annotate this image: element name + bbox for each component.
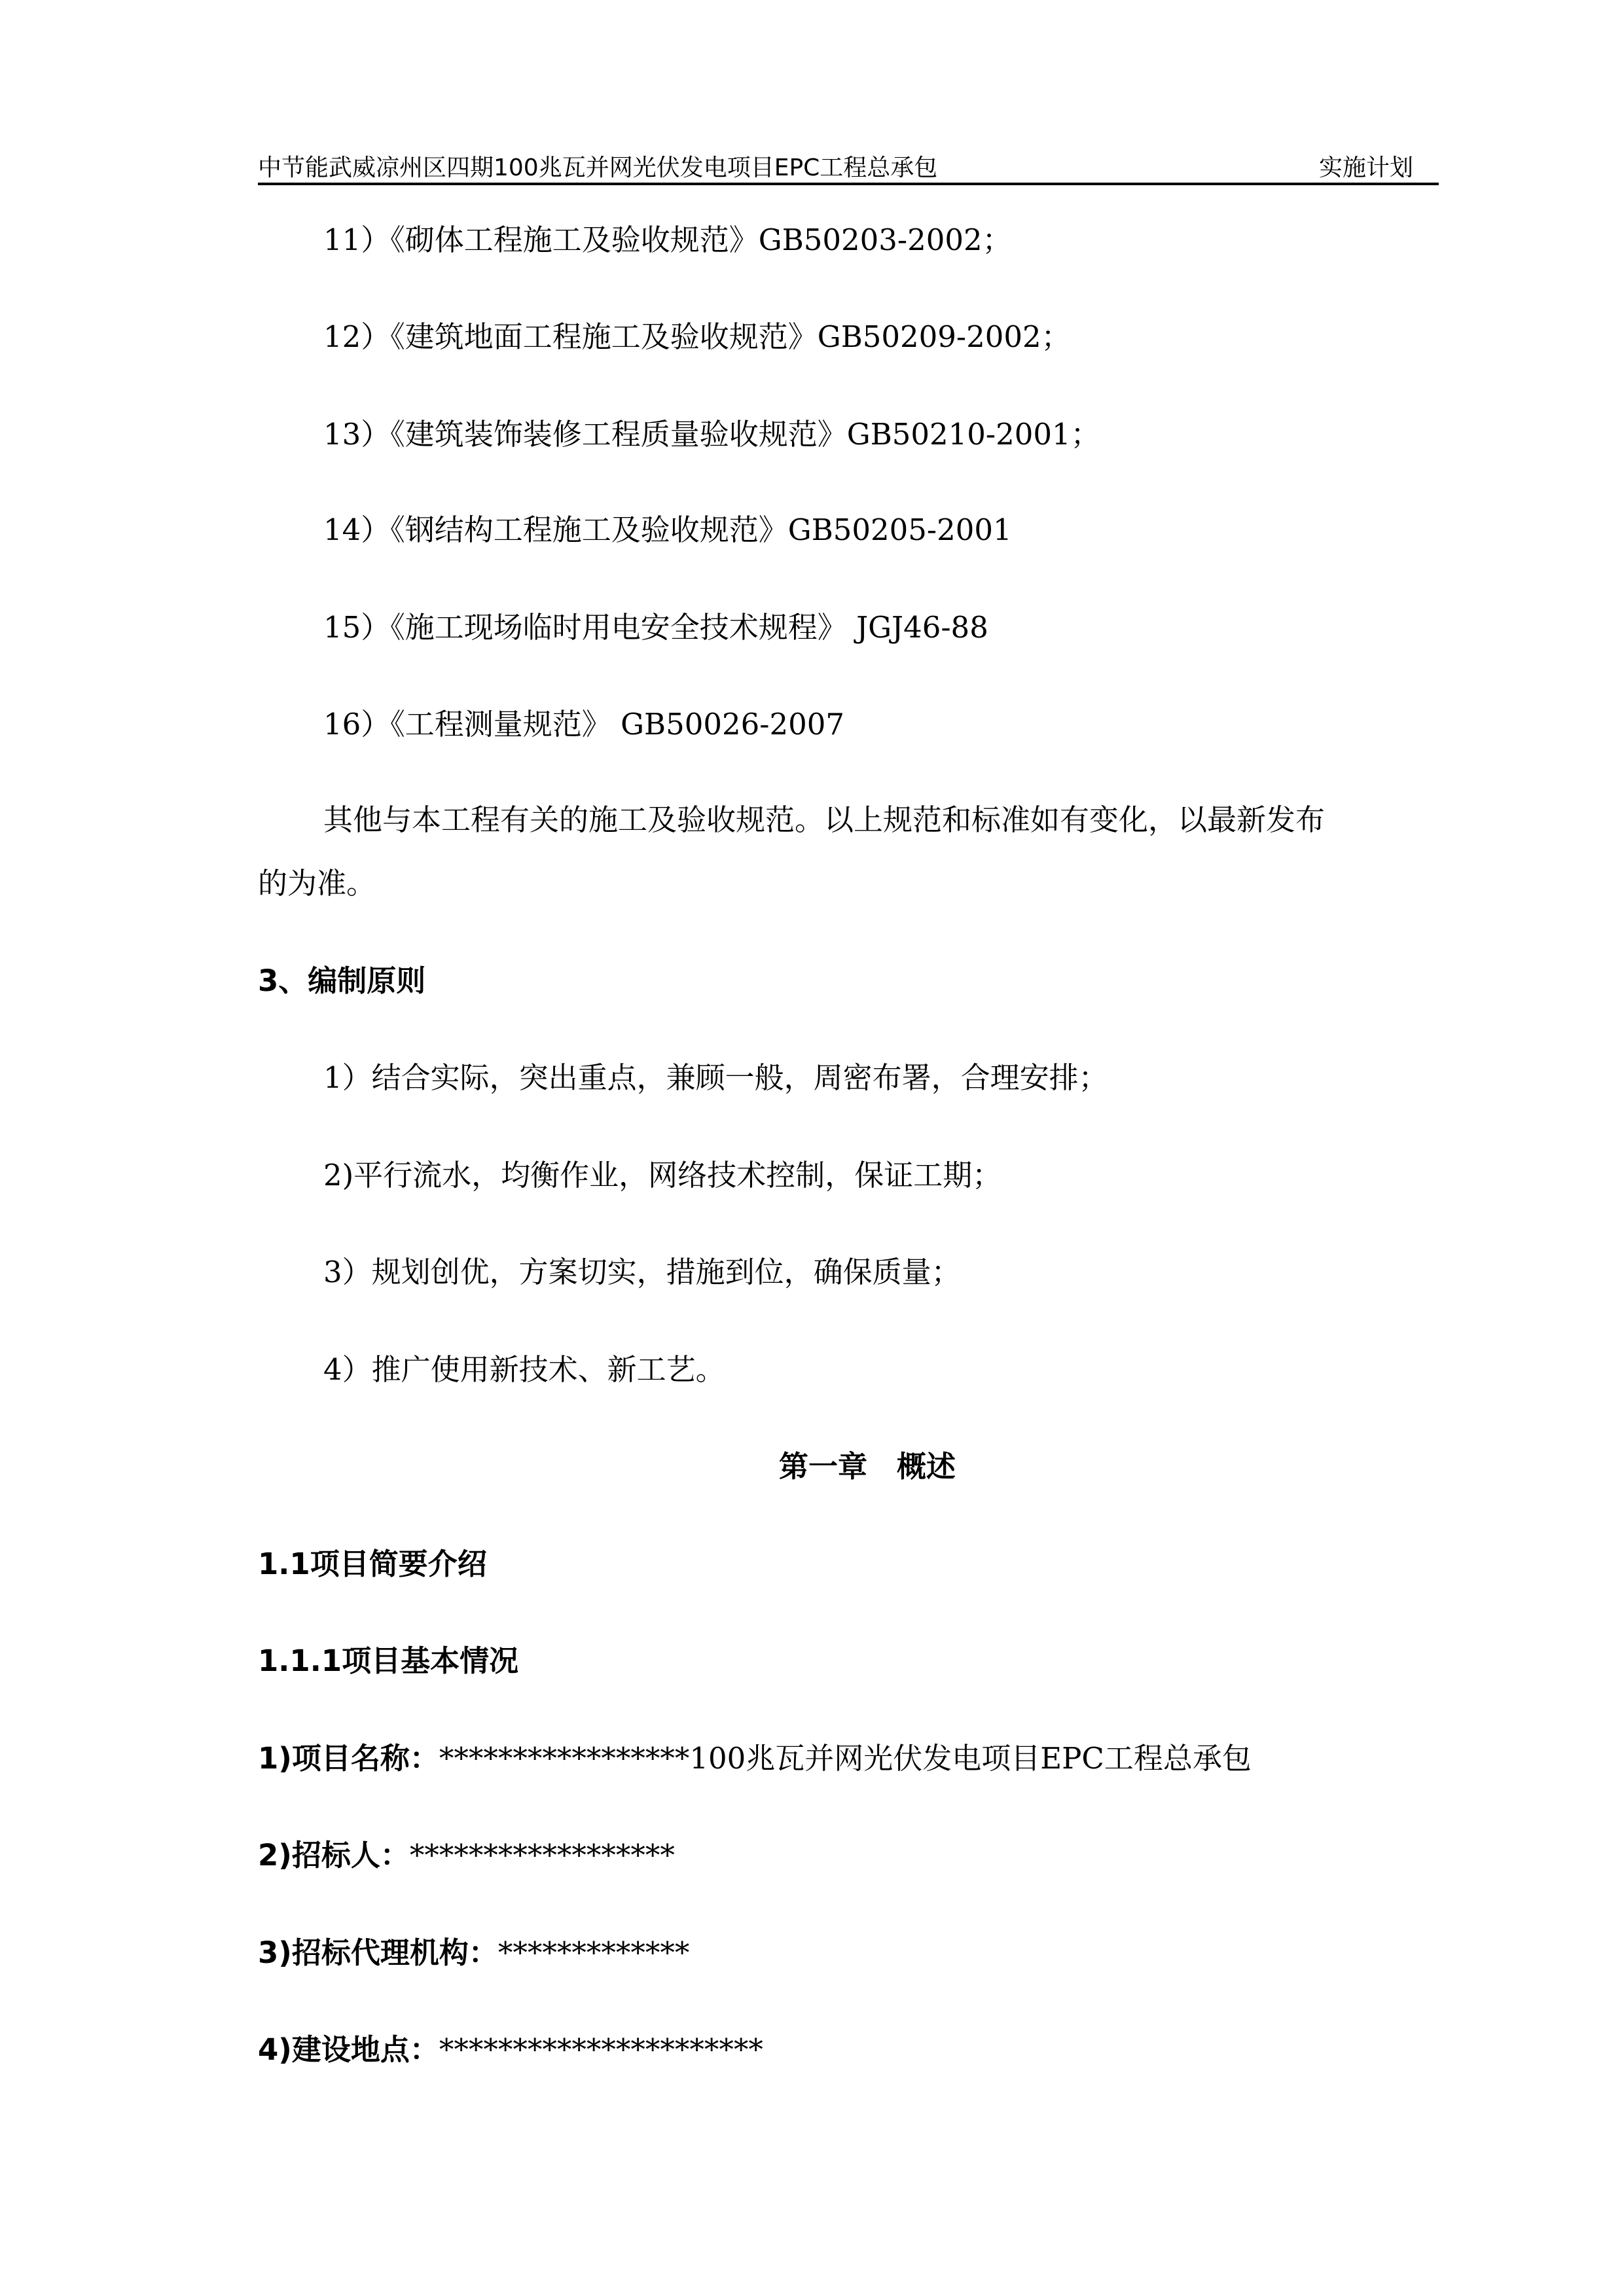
standard-item: 11）《砌体工程施工及验收规范》GB50203-2002； bbox=[323, 223, 1012, 257]
info-row bbox=[258, 1836, 675, 1875]
principle-item: 4）推广使用新技术、新工艺。 bbox=[323, 1352, 725, 1387]
header-section: 实施计划 bbox=[1319, 154, 1414, 181]
standard-item: 13）《建筑装饰装修工程质量验收规范》GB50210-2001； bbox=[323, 417, 1100, 452]
info-value: ************* bbox=[497, 1935, 690, 1970]
info-value: ********************** bbox=[439, 2032, 763, 2067]
heading-1-1-1: 1.1.1项目基本情况 bbox=[258, 1643, 519, 1678]
chapter-title: 第一章 概述 bbox=[779, 1449, 956, 1484]
principle-item: 3）规划创优，方案切实，措施到位，确保质量； bbox=[323, 1255, 961, 1289]
heading-1-1: 1.1项目简要介绍 bbox=[258, 1547, 487, 1581]
info-row bbox=[258, 2030, 763, 2070]
info-value: *****************100兆瓦并网光伏发电项目EPC工程总承包 bbox=[439, 1741, 1252, 1776]
info-label: 3)招标代理机构： bbox=[258, 1935, 498, 1970]
header-rule bbox=[258, 183, 1439, 185]
info-label: 1)项目名称： bbox=[258, 1741, 439, 1776]
info-row bbox=[258, 1739, 1252, 1778]
info-label: 4)建设地点： bbox=[258, 2032, 439, 2067]
principle-item: 1）结合实际，突出重点，兼顾一般，周密布署，合理安排； bbox=[323, 1060, 1108, 1095]
section-heading: 3、编制原则 bbox=[258, 963, 426, 998]
info-label: 2)招标人： bbox=[258, 1838, 410, 1873]
standard-item: 16）《工程测量规范》 GB50026-2007 bbox=[323, 707, 844, 742]
standard-item: 15）《施工现场临时用电安全技术规程》 JGJ46-88 bbox=[323, 610, 988, 645]
info-value: ****************** bbox=[409, 1838, 675, 1873]
paragraph-cont: 的为准。 bbox=[258, 866, 376, 901]
standard-item: 12）《建筑地面工程施工及验收规范》GB50209-2002； bbox=[323, 319, 1071, 354]
header-title: 中节能武威凉州区四期100兆瓦并网光伏发电项目EPC工程总承包 bbox=[258, 154, 938, 181]
standard-item: 14）《钢结构工程施工及验收规范》GB50205-2001 bbox=[323, 512, 1012, 547]
paragraph: 其他与本工程有关的施工及验收规范。以上规范和标准如有变化，以最新发布 bbox=[323, 802, 1326, 837]
info-row bbox=[258, 1933, 689, 1973]
principle-item: 2)平行流水，均衡作业，网络技术控制，保证工期； bbox=[323, 1158, 1002, 1193]
